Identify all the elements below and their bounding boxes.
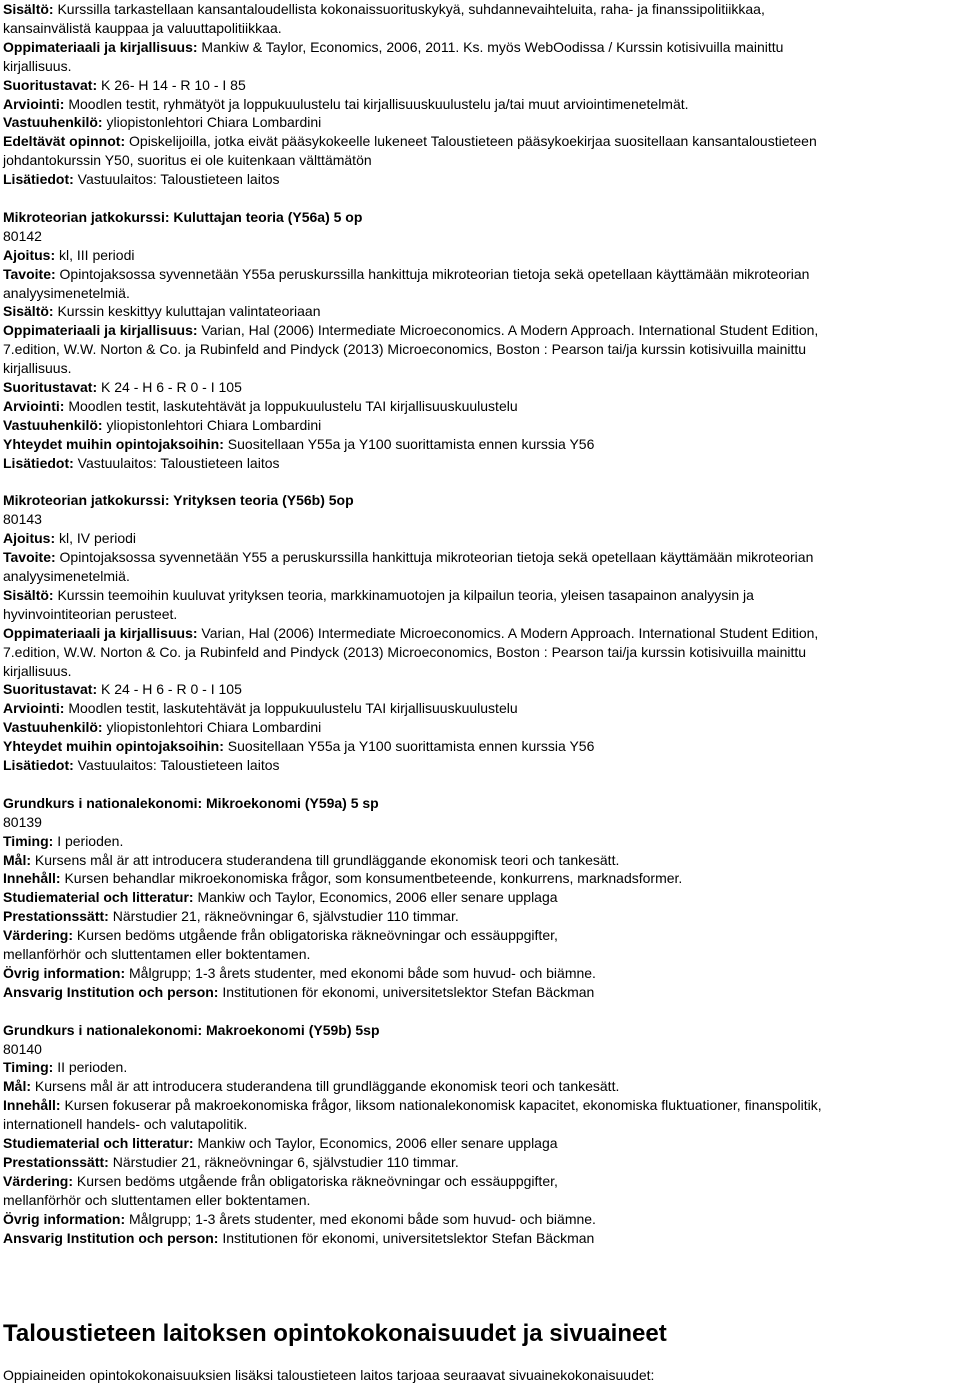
field-line [3, 1153, 459, 1171]
text-line [3, 662, 71, 680]
field-value: K 24 - H 6 - R 0 - I 105 [101, 379, 242, 395]
field-label: Lisätiedot: [3, 454, 74, 471]
text-line [3, 1040, 42, 1058]
field-label: Mål: [3, 851, 31, 868]
course-title-text: Grundkurs i nationalekonomi: Makroekonomi (Y59b) 5sp [3, 1021, 380, 1038]
field-value: Opiskelijoilla, jotka eivät pääsykokeelle lukeneet Taloustieteen pääsykoekirjaa suositellaan kansantaloustieteen [129, 133, 817, 150]
field-line [3, 454, 280, 472]
field-line [3, 113, 321, 131]
field-value: Målgrupp; 1-3 årets studenter, med ekonomi både som huvud- och biämne. [129, 1210, 596, 1227]
field-value: kirjallisuus. [3, 662, 72, 679]
field-value: Mankiw & Taylor, Economics, 2006, 2011. Ks. myös WebOodissa / Kurssin kotisivuilla mainittu [201, 38, 784, 55]
field-line [3, 397, 518, 415]
field-value: kirjallisuus. [3, 57, 72, 74]
field-value: mellanförhör och sluttentamen eller boktentamen. [3, 1191, 311, 1208]
field-value: II perioden. [57, 1059, 128, 1076]
field-value: Kursens mål är att introducera studerandena till grundläggande ekonomisk teori och tankesätt. [34, 1078, 620, 1095]
field-value: Kurssilla tarkastellaan kansantaloudellista kokonaissuorituskykyä, suhdannevaihteluita, raha- ja finanssipolitiikkaa, [57, 1, 765, 17]
field-line [3, 756, 280, 774]
field-value: Kursen fokuserar på makroekonomiska frågor, liksom nationalekonomisk kapacitet, ekonomiska fluktuationer, finanspolitik, [64, 1097, 822, 1114]
field-label: Ansvarig Institution och person: [3, 1229, 219, 1246]
text-line [3, 510, 42, 528]
course-title-text: Mikroteorian jatkokurssi: Kuluttajan teoria (Y56a) 5 op [3, 208, 363, 225]
field-value: 7.edition, W.W. Norton & Co. ja Rubinfeld and Pindyck (2013) Microeconomics, Boston : Pearson tai/ja kurssin kotisivuilla mainittu [3, 643, 807, 660]
field-value: K 26- H 14 - R 10 - I 85 [101, 76, 246, 93]
field-value: internationell handels- och valutapolitik. [3, 1116, 248, 1133]
field-value: I perioden. [57, 832, 124, 849]
field-line [3, 132, 817, 150]
text-line [3, 945, 310, 963]
field-value: Målgrupp; 1-3 årets studenter, med ekonomi både som huvud- och biämne. [129, 964, 596, 981]
field-value: mellanförhör och sluttentamen eller boktentamen. [3, 946, 311, 962]
field-value: yliopistonlehtori Chiara Lombardini [106, 416, 322, 433]
field-line [3, 926, 558, 944]
field-line [3, 586, 754, 604]
field-label: Yhteydet muihin opintojaksoihin: [3, 435, 224, 452]
field-label: Innehåll: [3, 1097, 61, 1114]
field-line [3, 246, 134, 264]
field-line [3, 624, 818, 642]
field-line [3, 548, 813, 566]
text-line [3, 57, 71, 75]
field-label: Sisältö: [3, 1, 54, 17]
field-value: analyysimenetelmiä. [3, 284, 130, 301]
field-line [3, 529, 136, 547]
field-line [3, 869, 682, 887]
field-value: hyvinvointiteorian perusteet. [3, 605, 178, 622]
field-label: Ajoitus: [3, 246, 56, 263]
field-label: Innehåll: [3, 870, 61, 887]
text-line [3, 227, 42, 245]
field-label: Lisätiedot: [3, 171, 74, 188]
field-value: Kursen bedöms utgående från obligatoriska räkneövningar och essäuppgifter, [76, 1172, 558, 1189]
field-value: Institutionen för ekonomi, universitetslektor Stefan Bäckman [222, 1229, 595, 1246]
field-line [3, 416, 321, 434]
field-value: K 24 - H 6 - R 0 - I 105 [101, 681, 242, 698]
text-line [3, 1191, 310, 1209]
field-line [3, 1229, 594, 1247]
field-value: Mankiw och Taylor, Economics, 2006 eller senare upplaga [197, 1135, 558, 1151]
field-value: kansainvälistä kauppaa ja valuuttapolitiikkaa. [3, 19, 282, 36]
field-line [3, 851, 619, 869]
course-title-text: Mikroteorian jatkokurssi: Yrityksen teoria (Y56b) 5op [3, 492, 354, 509]
field-label: Arviointi: [3, 397, 65, 414]
field-label: Suoritustavat: [3, 379, 98, 395]
field-value: 80142 [3, 227, 42, 244]
field-value: Vastuulaitos: Taloustieteen laitos [77, 454, 280, 471]
field-label: Prestationssätt: [3, 1153, 109, 1170]
text-line [3, 359, 71, 377]
field-value: Närstudier 21, räkneövningar 6, självstudier 110 timmar. [112, 1153, 459, 1170]
field-label: Vastuuhenkilö: [3, 114, 103, 131]
course-title [3, 794, 379, 812]
field-label: Ajoitus: [3, 530, 56, 547]
field-line [3, 1096, 822, 1114]
field-line [3, 1077, 619, 1095]
field-value: Kurssin keskittyy kuluttajan valintateoriaan [57, 303, 321, 320]
field-label: Övrig information: [3, 964, 126, 981]
field-label: Oppimateriaali ja kirjallisuus: [3, 322, 198, 339]
field-value: Varian, Hal (2006) Intermediate Microeconomics. A Modern Approach. International Student Edition, [201, 322, 819, 339]
field-value: Varian, Hal (2006) Intermediate Microeconomics. A Modern Approach. International Student Edition, [201, 624, 819, 641]
field-line [3, 95, 689, 113]
course-title [3, 491, 354, 509]
field-line [3, 170, 280, 188]
field-value: Kursen bedöms utgående från obligatoriska räkneövningar och essäuppgifter, [76, 927, 558, 944]
field-line [3, 1210, 596, 1228]
field-line [3, 1134, 558, 1152]
field-label: Prestationssätt: [3, 908, 109, 925]
text-line [3, 643, 806, 661]
field-line [3, 964, 596, 982]
field-label: Sisältö: [3, 586, 54, 603]
field-line [3, 832, 123, 850]
field-label: Tavoite: [3, 549, 56, 566]
section-intro: Oppiaineiden opintokokonaisuuksien lisäksi taloustieteen laitos tarjoaa seuraavat sivuainekokonaisuudet: [3, 1367, 655, 1383]
field-value: Moodlen testit, laskutehtävät ja loppukuulustelu TAI kirjallisuuskuulustelu [68, 700, 518, 717]
field-value: Närstudier 21, räkneövningar 6, självstudier 110 timmar. [112, 908, 459, 925]
field-line [3, 737, 594, 755]
field-label: Övrig information: [3, 1210, 126, 1227]
text-line [3, 567, 130, 585]
field-line [3, 321, 818, 339]
field-line [3, 38, 783, 56]
field-value: Moodlen testit, ryhmätyöt ja loppukuulustelu tai kirjallisuuskuulustelu ja/tai muut arviointimenetelmät. [68, 95, 689, 112]
field-label: Oppimateriaali ja kirjallisuus: [3, 38, 198, 55]
field-line [3, 1172, 558, 1190]
text-line [3, 605, 177, 623]
field-label: Arviointi: [3, 700, 65, 717]
field-value: analyysimenetelmiä. [3, 568, 130, 584]
text-line [3, 19, 282, 37]
field-label: Edeltävät opinnot: [3, 133, 126, 150]
field-value: yliopistonlehtori Chiara Lombardini [106, 719, 322, 736]
section-heading: Taloustieteen laitoksen opintokokonaisuudet ja sivuaineet [3, 1320, 667, 1347]
field-line [3, 888, 558, 906]
field-line [3, 76, 246, 94]
field-line [3, 983, 594, 1001]
text-line [3, 1115, 247, 1133]
field-label: Vastuuhenkilö: [3, 416, 103, 433]
field-line [3, 265, 809, 283]
field-line [3, 1058, 127, 1076]
field-value: kl, IV periodi [59, 530, 137, 547]
field-label: Timing: [3, 1059, 54, 1076]
course-title-text: Grundkurs i nationalekonomi: Mikroekonomi (Y59a) 5 sp [3, 794, 379, 811]
field-value: kl, III periodi [59, 246, 135, 263]
field-line [3, 718, 321, 736]
field-label: Ansvarig Institution och person: [3, 983, 219, 1000]
field-line [3, 378, 242, 396]
field-label: Värdering: [3, 927, 74, 944]
field-value: yliopistonlehtori Chiara Lombardini [106, 114, 322, 131]
field-label: Yhteydet muihin opintojaksoihin: [3, 738, 224, 755]
course-title [3, 1021, 380, 1039]
field-value: Suositellaan Y55a ja Y100 suorittamista ennen kurssia Y56 [227, 435, 595, 452]
field-value: Kursen behandlar mikroekonomiska frågor, som konsumentbeteende, konkurrens, marknadsformer. [64, 870, 683, 887]
field-label: Arviointi: [3, 95, 65, 112]
field-line [3, 680, 242, 698]
field-label: Lisätiedot: [3, 757, 74, 773]
text-line [3, 813, 42, 831]
field-label: Tavoite: [3, 265, 56, 282]
field-label: Studiematerial och litteratur: [3, 1135, 194, 1151]
field-label: Studiematerial och litteratur: [3, 889, 194, 906]
field-value: Mankiw och Taylor, Economics, 2006 eller senare upplaga [197, 889, 558, 906]
field-label: Vastuuhenkilö: [3, 719, 103, 736]
field-label: Suoritustavat: [3, 681, 98, 698]
field-value: johdantokurssin Y50, suoritus ei ole kuitenkaan välttämätön [3, 152, 372, 169]
field-label: Värdering: [3, 1172, 74, 1189]
field-value: Kurssin teemoihin kuuluvat yrityksen teoria, markkinamuotojen ja kilpailun teoria, yleisen tasapainon analyysin ja [57, 586, 754, 603]
field-value: Opintojaksossa syvennetään Y55a peruskurssilla hankittuja mikroteorian tietoja sekä opetellaan käyttämään mikroteorian [59, 265, 810, 282]
field-line [3, 0, 765, 18]
field-value: 80140 [3, 1040, 42, 1057]
text-line [3, 151, 372, 169]
field-label: Sisältö: [3, 303, 54, 320]
field-value: 80143 [3, 511, 42, 528]
field-value: kirjallisuus. [3, 360, 72, 377]
field-value: 7.edition, W.W. Norton & Co. ja Rubinfeld and Pindyck (2013) Microeconomics, Boston : Pearson tai/ja kurssin kotisivuilla mainittu [3, 341, 807, 358]
field-value: Kursens mål är att introducera studerandena till grundläggande ekonomisk teori och tankesätt. [34, 851, 620, 868]
field-value: 80139 [3, 813, 42, 830]
field-line [3, 302, 321, 320]
field-value: Suositellaan Y55a ja Y100 suorittamista ennen kurssia Y56 [227, 738, 595, 755]
course-title [3, 208, 362, 226]
field-label: Timing: [3, 832, 54, 849]
field-label: Mål: [3, 1078, 31, 1095]
field-value: Vastuulaitos: Taloustieteen laitos [77, 757, 280, 773]
field-line [3, 907, 459, 925]
text-line [3, 284, 130, 302]
field-line [3, 699, 518, 717]
field-line [3, 435, 594, 453]
text-line [3, 340, 806, 358]
field-value: Institutionen för ekonomi, universitetslektor Stefan Bäckman [222, 983, 595, 1000]
field-value: Vastuulaitos: Taloustieteen laitos [77, 171, 280, 188]
field-value: Opintojaksossa syvennetään Y55 a peruskurssilla hankittuja mikroteorian tietoja sekä opetellaan käyttämään mikroteorian [59, 549, 814, 566]
field-label: Suoritustavat: [3, 76, 98, 93]
field-label: Oppimateriaali ja kirjallisuus: [3, 624, 198, 641]
field-value: Moodlen testit, laskutehtävät ja loppukuulustelu TAI kirjallisuuskuulustelu [68, 397, 518, 414]
